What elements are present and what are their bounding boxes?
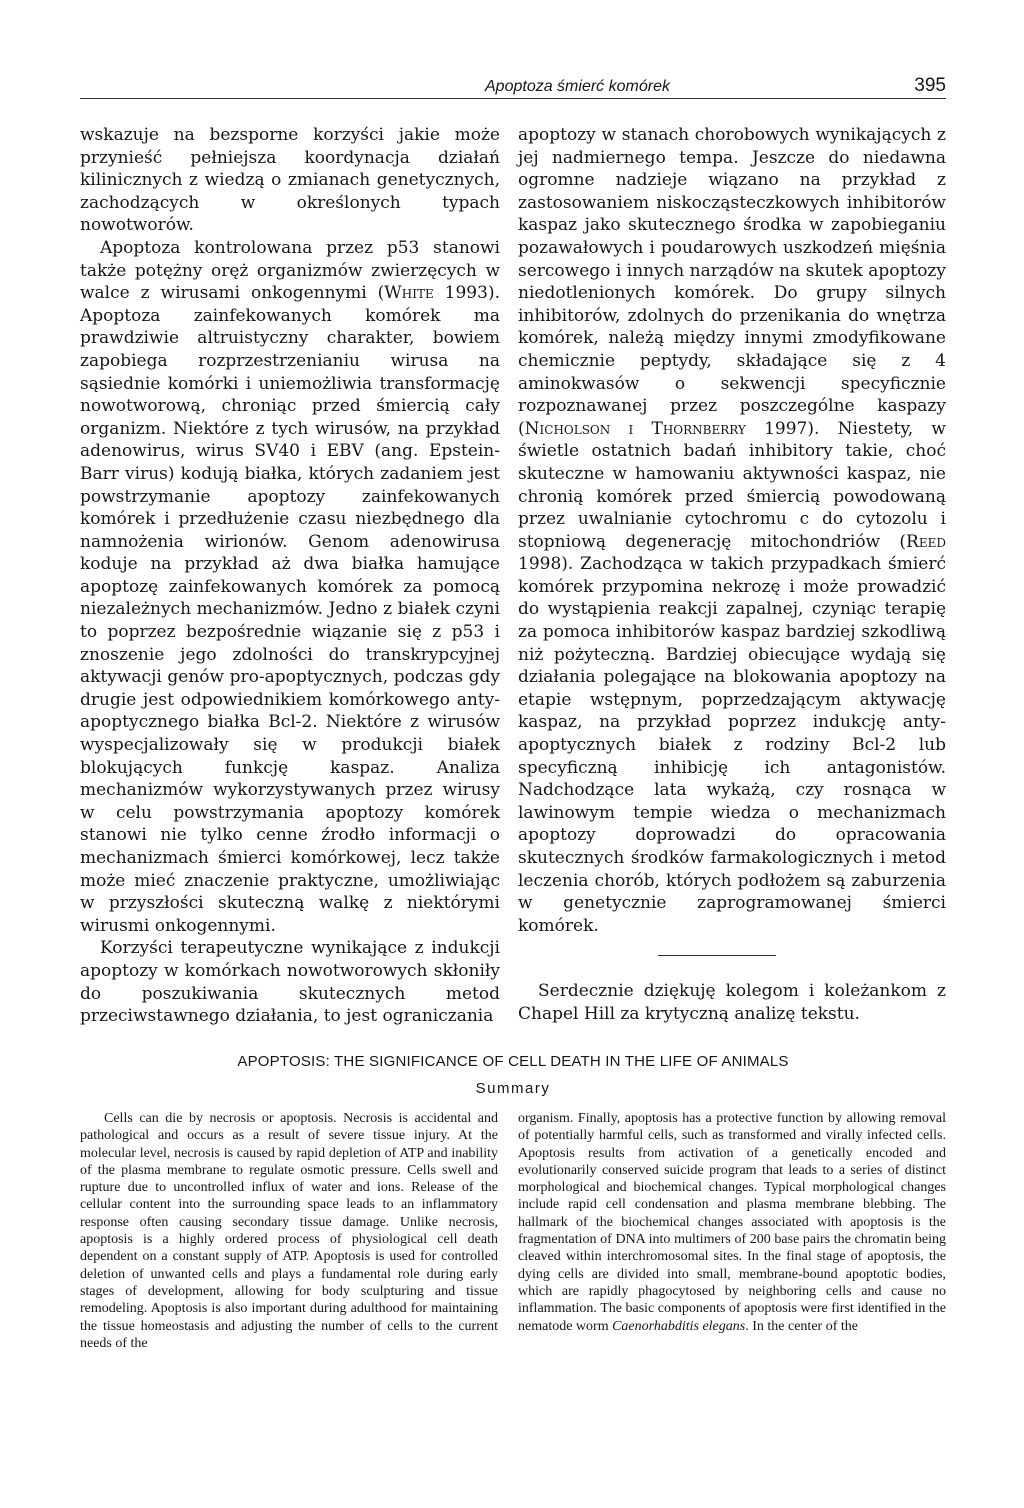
text-run: 1998). Zachodząca w takich przypadkach śmierć komórek przypomina nekrozę i może prowadzić do wystąpienia reakcji zapalnej, czyniąc terapię za pomoca inhibitorów kaspaz bardziej szkodliwą niż pożyteczną. Bardziej obiecujące wydają się działania polegające na blokowania apoptozy na etapie wstępnym, poprzedzającym aktywację kaspaz, na przykład poprzez indukcję anty-apoptycznych białek z rodziny Bcl-2 lub specyficzną inhibicję ich antagonistów. Nadchodzące lata wykażą, czy rosnąca w lawinowym tempie wiedza o mechanizmach apoptozy doprowadzi do opracowania skutecznych środków farmakologicznych i metod leczenia chorób, których podłożem są zaburzenia w genetycznie zaprogramowanej śmierci komórek.	[518, 554, 946, 936]
text-run: . In the center of the	[745, 1318, 858, 1334]
text-run: 1997). Niestety, w świetle ostatnich badań inhibitory takie, choć skuteczne w hamowaniu aktywności kaspaz, nie chronią komórek przed śmiercią powodowaną przez uwalnianie cytochromu c do cytozolu i stopniową degenerację mitochondriów (	[518, 418, 946, 552]
paragraph	[518, 124, 946, 937]
summary-title: APOPTOSIS: THE SIGNIFICANCE OF CELL DEATH IN THE LIFE OF ANIMALS	[237, 1053, 789, 1070]
body-column-left	[80, 124, 500, 1028]
summary-column-left: Cells can die by necrosis or apoptosis. Necrosis is accidental and pathological and occurs as a result of severe tissue injury. At the molecular level, necrosis is caused by rapid depletion of ATP and inability of the plasma membrane to regulate osmotic pressure. Cells swell and rupture due to uncontrolled influx of water and ions. Release of the cellular content into the surrounding space leads to an inflammatory response often causing secondary tissue damage. Unlike necrosis, apoptosis is a highly ordered process of physiological cell death dependent on a constant supply of ATP. Apoptosis is used for controlled deletion of unwanted cells and plays a fundamental role during early stages of development, allowing for body sculpturing and tissue remodeling. Apoptosis is also important during adulthood for maintaining the tissue homeostasis and adjusting the number of cells to the current needs of the	[80, 1111, 498, 1351]
paragraph	[80, 237, 500, 937]
species-name: Caenorhabditis elegans	[612, 1318, 746, 1334]
acknowledgement: Serdecznie dziękuję kolegom i koleżankom z Chapel Hill za krytyczną analizę tekstu.	[518, 981, 946, 1024]
citation-author: Reed	[906, 531, 946, 552]
citation-author: Nicholson i Thornberry	[524, 418, 746, 439]
page-number: 395	[914, 75, 946, 96]
body-column-right	[518, 124, 946, 1026]
running-title: Apoptoza śmierć komórek	[485, 78, 670, 95]
text-run: apoptozy w stanach chorobowych wynikających z jej nadmiernego tempa. Jeszcze do niedawna ogromne nadzieje wiązano na przykład z zastosowaniem niskocząsteczkowych inhibitorów kaspaz jako skutecznego środka w zapobieganiu pozawałowych i poudarowych uszkodzeń mięśnia sercowego i innych narządów na skutek apoptozy niedotlenionych komórek. Do grupy silnych inhibitorów, zdolnych do przenikania do wnętrza komórek, należą między innymi zmodyfikowane chemicznie peptydy, składające się z 4 aminokwasów o sekwencji specyficznie rozpoznawanej przez poszczególne kaspazy (	[518, 125, 946, 439]
summary-heading: Summary	[475, 1080, 551, 1097]
text-run: Apoptoza kontrolowana przez p53 stanowi także potężny oręż organizmów zwierzęcych w walce z wirusami onkogennymi (	[80, 237, 500, 304]
text-run: 1993). Apoptoza zainfekowanych komórek ma prawdziwie altruistyczny charakter, bowiem zapobiega rozprzestrzenianiu wirusa na sąsiednie komórki i uniemożliwia transformację nowotworową, chroniąc przed śmiercią cały organizm. Niektóre z tych wirusów, na przykład adenowirus, wirus SV40 i EBV (ang. Epstein-Barr virus) kodują białka, których zadaniem jest powstrzymanie apoptozy zainfekowanych komórek i przedłużenie czasu niezbędnego dla namnożenia wirionów. Genom adenowirusa koduje na przykład aż dwa białka hamujące apoptozę zainfekowanych komórek za pomocą niezależnych mechanizmów. Jedno z białek czyni to poprzez bezpośrednie wiązanie się z p53 i znoszenie jego zdolności do transkrypcyjnej aktywacji genów pro-apoptycznych, podczas gdy drugie jest odpowiednikiem komórkowego anty-apoptycznego białka Bcl-2. Niektóre z wirusów wyspecjalizowały się w produkcji białek blokujących funkcję kaspaz. Analiza mechanizmów wykorzystywanych przez wirusy w celu powstrzymania apoptozy komórek stanowi nie tylko cenne źrodło informacji o mechanizmach śmierci komórkowej, lecz także może mieć znaczenie praktyczne, umożliwiając w przyszłości skuteczną walkę z niektórymi wirusmi onkogennymi.	[80, 283, 500, 936]
paragraph: Korzyści terapeutyczne wynikające z indukcji apoptozy w komórkach nowotworowych skłoniły do poszukiwania skutecznych metod przeciwstawnego działania, to jest ograniczania	[80, 938, 500, 1027]
summary-column-right	[518, 1110, 946, 1335]
running-header	[80, 72, 946, 99]
text-run: organism. Finally, apoptosis has a protective function by allowing removal of potentially harmful cells, such as transformed and virally infected cells. Apoptosis results from activation of a genetically encoded and evolutionarily conserved suicide program that leads to a series of distinct morphological and biochemical changes. Typical morphological changes include rapid cell condensation and plasma membrane blebbing. The hallmark of the biochemical changes associated with apoptosis is the fragmentation of DNA into multimers of 200 base pairs the chromatin being cleaved within interchromosomal sites. In the final stage of apoptosis, the dying cells are divided into small, membrane-bound apoptotic bodies, which are rapidly phagocytosed by neighboring cells and cause no inflammation. The basic components of apoptosis were first identified in the nematode worm	[518, 1111, 946, 1334]
citation-author: White	[384, 283, 434, 304]
separator-rule	[658, 955, 776, 956]
paragraph: wskazuje na bezsporne korzyści jakie może przynieść pełniejsza koordynacja działań kilinicznych z wiedzą o zmianach genetycznych, zachodzących w określonych typach nowotworów.	[80, 125, 500, 236]
